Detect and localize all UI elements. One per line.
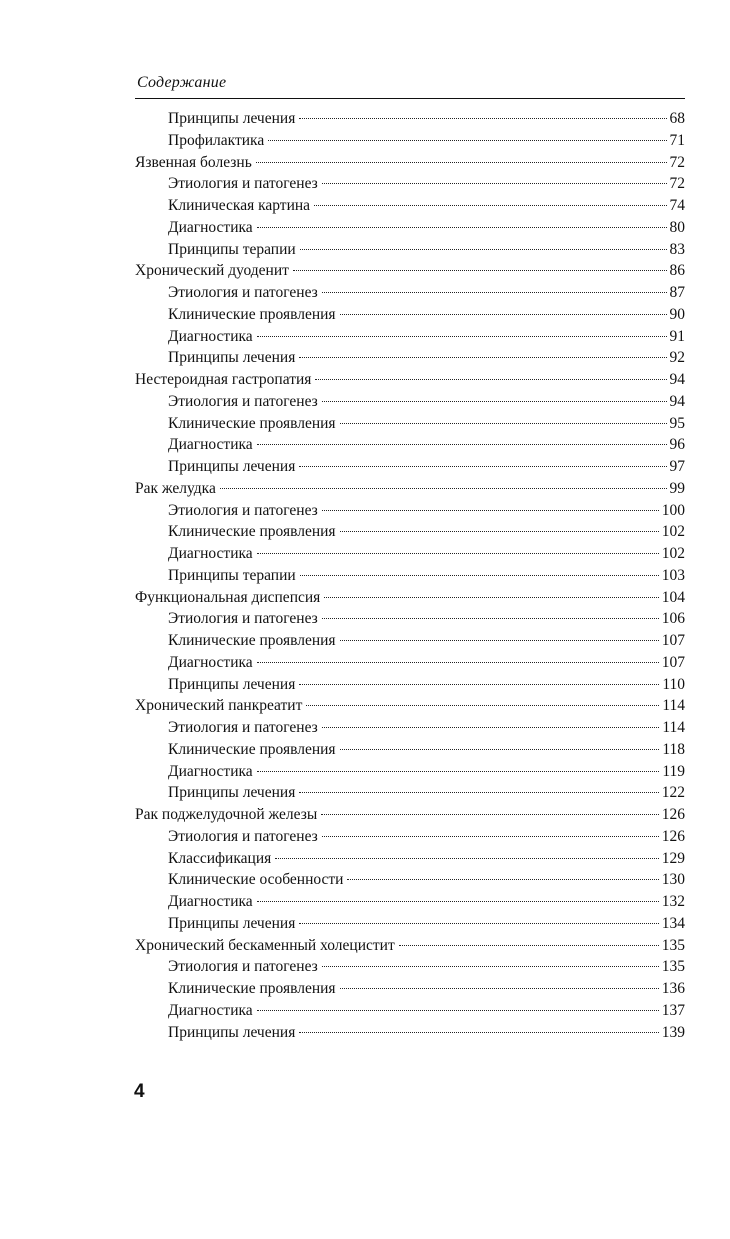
toc-entry-title: Этиология и патогенез	[168, 958, 318, 976]
dot-leader	[340, 640, 659, 641]
dot-leader	[257, 771, 660, 772]
dot-leader	[340, 988, 659, 989]
dot-leader	[322, 292, 667, 293]
toc-entry-page: 126	[661, 806, 685, 823]
toc-entry-title: Клинические проявления	[168, 523, 336, 541]
toc-entry-title: Диагностика	[168, 762, 253, 780]
dot-leader	[324, 597, 658, 598]
toc-entry-page: 83	[669, 240, 685, 258]
toc-section-row	[168, 978, 685, 1000]
toc-section-row	[168, 630, 685, 652]
toc-section-row	[168, 500, 685, 522]
toc-entry-title: Принципы лечения	[168, 110, 296, 127]
toc-entry-title: Диагностика	[168, 327, 253, 345]
toc-section-row	[168, 848, 685, 870]
toc-entry-title: Хронический панкреатит	[135, 697, 303, 715]
toc-entry-title: Рак желудка	[135, 479, 216, 497]
running-header: Содержание	[137, 74, 227, 91]
toc-section-row	[168, 782, 685, 804]
dot-leader	[299, 466, 666, 467]
toc-section-row	[168, 1000, 685, 1022]
dot-leader	[220, 488, 667, 489]
toc-section-row	[168, 826, 685, 848]
toc-entry-page: 68	[669, 110, 685, 127]
toc-entry-page: 86	[669, 262, 685, 280]
toc-entry-page: 94	[669, 371, 685, 388]
toc-section-row	[168, 456, 685, 478]
toc-entry-page: 135	[661, 936, 685, 954]
dot-leader	[299, 792, 658, 793]
toc-entry-title: Нестероидная гастропатия	[135, 371, 312, 388]
toc-section-row	[168, 173, 685, 195]
toc-entry-title: Клинические проявления	[168, 980, 336, 997]
toc-entry-page: 134	[661, 914, 685, 932]
toc-entry-title: Рак поджелудочной железы	[135, 806, 318, 823]
header-rule	[135, 98, 685, 99]
toc-entry-page: 80	[669, 218, 685, 236]
toc-entry-title: Диагностика	[168, 893, 253, 910]
toc-entry-page: 92	[669, 349, 685, 367]
dot-leader	[299, 118, 666, 119]
toc-entry-title: Клинические проявления	[168, 740, 336, 758]
toc-entry-page: 99	[669, 479, 685, 497]
toc-entry-page: 97	[669, 458, 685, 475]
toc-entry-title: Язвенная болезнь	[135, 153, 252, 171]
toc-entry-page: 119	[662, 762, 685, 780]
toc-entry-title: Диагностика	[168, 436, 253, 454]
toc-section-row	[168, 217, 685, 239]
toc-entry-page: 100	[661, 501, 685, 519]
dot-leader	[257, 901, 659, 902]
dot-leader	[268, 140, 666, 141]
toc-entry-page: 107	[661, 632, 685, 649]
toc-entry-page: 96	[669, 436, 685, 454]
toc-entry-page: 72	[669, 175, 685, 193]
toc-entry-title: Принципы терапии	[168, 566, 296, 584]
toc-section-row	[168, 282, 685, 304]
toc-entry-title: Профилактика	[168, 131, 265, 149]
toc-section-row	[168, 195, 685, 217]
toc-entry-page: 129	[661, 849, 685, 867]
dot-leader	[275, 858, 659, 859]
toc-entry-page: 110	[662, 675, 685, 693]
dot-leader	[315, 379, 666, 380]
toc-section-row	[168, 913, 685, 935]
toc-entry-title: Клиническая картина	[168, 197, 311, 214]
toc-chapter-row	[135, 152, 685, 174]
toc-entry-page: 139	[661, 1023, 685, 1041]
toc-entry-title: Принципы лечения	[168, 349, 296, 367]
dot-leader	[300, 575, 659, 576]
toc-entry-title: Диагностика	[168, 218, 253, 236]
toc-section-row	[168, 130, 685, 152]
toc-entry-page: 72	[669, 153, 685, 171]
toc-entry-page: 135	[661, 958, 685, 976]
toc-chapter-row	[135, 804, 685, 826]
dot-leader	[306, 705, 659, 706]
toc-section-row	[168, 717, 685, 739]
toc-entry-title: Этиология и патогенез	[168, 284, 318, 301]
toc-entry-title: Хронический дуоденит	[135, 262, 289, 280]
dot-leader	[293, 270, 667, 271]
toc-section-row	[168, 674, 685, 696]
toc-entry-title: Этиология и патогенез	[168, 610, 318, 628]
toc-chapter-row	[135, 369, 685, 391]
dot-leader	[340, 423, 667, 424]
toc-entry-page: 71	[669, 131, 685, 149]
toc-section-row	[168, 739, 685, 761]
dot-leader	[322, 727, 660, 728]
dot-leader	[322, 966, 659, 967]
toc-entry-page: 91	[669, 327, 685, 345]
dot-leader	[299, 923, 658, 924]
dot-leader	[347, 879, 658, 880]
toc-section-row	[168, 956, 685, 978]
dot-leader	[322, 183, 667, 184]
dot-leader	[257, 227, 667, 228]
toc-section-row	[168, 652, 685, 674]
dot-leader	[300, 249, 667, 250]
toc-section-row	[168, 869, 685, 891]
dot-leader	[257, 662, 659, 663]
toc-entry-title: Клинические особенности	[168, 871, 344, 889]
toc-entry-title: Этиология и патогенез	[168, 501, 318, 519]
toc-entry-title: Клинические проявления	[168, 632, 336, 649]
toc-entry-page: 106	[661, 610, 685, 628]
toc-section-row	[168, 434, 685, 456]
toc-entry-page: 126	[661, 827, 685, 845]
dot-leader	[322, 836, 659, 837]
toc-entry-title: Принципы лечения	[168, 458, 296, 475]
toc-entry-title: Принципы лечения	[168, 675, 296, 693]
toc-entry-page: 103	[661, 566, 685, 584]
dot-leader	[322, 618, 659, 619]
toc-entry-title: Принципы терапии	[168, 240, 296, 258]
dot-leader	[299, 1032, 658, 1033]
dot-leader	[299, 357, 666, 358]
toc-section-row	[168, 521, 685, 543]
toc-chapter-row	[135, 587, 685, 609]
toc-entry-title: Диагностика	[168, 1001, 253, 1019]
toc-entry-page: 102	[661, 545, 685, 562]
toc-entry-title: Этиология и патогенез	[168, 175, 318, 193]
toc-entry-page: 90	[669, 305, 685, 323]
toc-section-row	[168, 543, 685, 565]
toc-entry-title: Диагностика	[168, 653, 253, 671]
dot-leader	[340, 749, 660, 750]
toc-entry-page: 132	[661, 893, 685, 910]
toc-entry-page: 87	[669, 284, 685, 301]
toc-entry-title: Функциональная диспепсия	[135, 588, 321, 606]
toc-entry-page: 95	[669, 414, 685, 432]
toc-entry-title: Принципы лечения	[168, 1023, 296, 1041]
toc-entry-page: 122	[661, 784, 685, 802]
dot-leader	[399, 945, 659, 946]
toc-section-row	[168, 608, 685, 630]
toc-entry-page: 130	[661, 871, 685, 889]
toc-entry-title: Этиология и патогенез	[168, 827, 318, 845]
toc-entry-page: 104	[661, 588, 685, 606]
toc-entry-title: Принципы лечения	[168, 784, 296, 802]
page-number: 4	[134, 1081, 145, 1102]
toc-entry-page: 137	[661, 1001, 685, 1019]
dot-leader	[340, 531, 659, 532]
toc-entry-title: Клинические проявления	[168, 414, 336, 432]
toc-entry-title: Принципы лечения	[168, 914, 296, 932]
toc-section-row	[168, 347, 685, 369]
toc-chapter-row	[135, 935, 685, 957]
dot-leader	[257, 444, 667, 445]
toc-section-row	[168, 304, 685, 326]
dot-leader	[256, 162, 667, 163]
toc-entry-page: 136	[661, 980, 685, 997]
dot-leader	[321, 814, 658, 815]
toc-entry-title: Классификация	[168, 849, 272, 867]
toc-section-row	[168, 761, 685, 783]
toc-section-row	[168, 413, 685, 435]
toc-entry-page: 118	[662, 740, 685, 758]
toc-section-row	[168, 326, 685, 348]
dot-leader	[299, 684, 659, 685]
dot-leader	[257, 336, 667, 337]
toc-section-row	[168, 391, 685, 413]
toc-entry-title: Хронический бескаменный холецистит	[135, 936, 395, 954]
dot-leader	[322, 401, 667, 402]
toc-chapter-row	[135, 695, 685, 717]
toc-entry-page: 114	[662, 697, 685, 715]
dot-leader	[314, 205, 666, 206]
dot-leader	[257, 1010, 659, 1011]
toc-chapter-row	[135, 478, 685, 500]
toc-section-row	[168, 239, 685, 261]
toc-chapter-row	[135, 260, 685, 282]
toc-entry-page: 107	[661, 653, 685, 671]
toc-entry-page: 94	[669, 392, 685, 410]
toc-entry-title: Клинические проявления	[168, 305, 336, 323]
toc-entry-title: Этиология и патогенез	[168, 719, 318, 736]
dot-leader	[340, 314, 667, 315]
dot-leader	[322, 510, 659, 511]
toc-section-row	[168, 565, 685, 587]
toc-entry-title: Этиология и патогенез	[168, 392, 318, 410]
toc-entry-title: Диагностика	[168, 545, 253, 562]
toc-entry-page: 102	[661, 523, 685, 541]
toc-section-row	[168, 891, 685, 913]
toc-section-row	[168, 1022, 685, 1044]
toc-entry-page: 114	[662, 719, 685, 736]
toc-section-row	[168, 108, 685, 130]
dot-leader	[257, 553, 659, 554]
toc-entry-page: 74	[669, 197, 685, 214]
